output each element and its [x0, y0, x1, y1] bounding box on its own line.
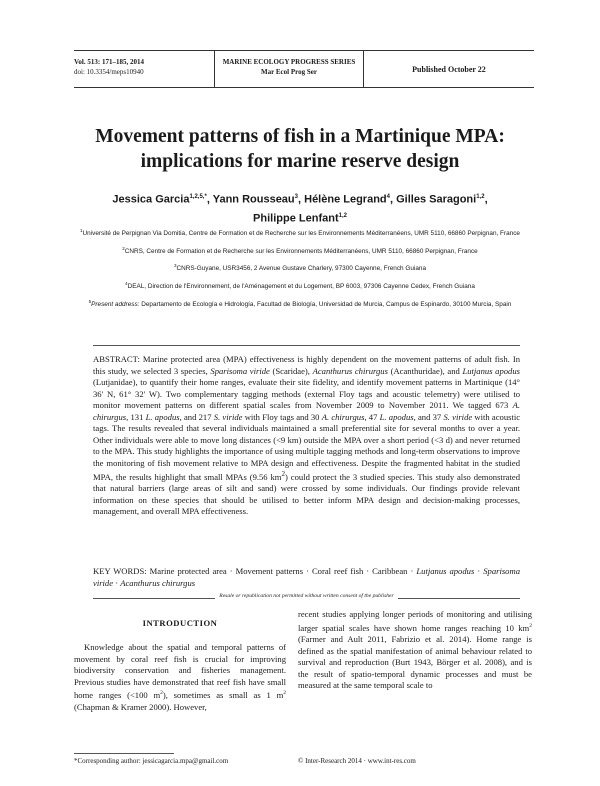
journal-abbrev: Mar Ecol Prog Ser: [261, 68, 317, 76]
affil-sup: 2: [122, 245, 125, 251]
species-name: L. apodus: [379, 411, 414, 422]
text-run: Knowledge about the spatial and temporal patterns of movement by coral reef fish is crucial for improving biodiversity conservation and fisheries management. Previous studies have demonstrated that reef fish have small home ranges (<100 m: [74, 642, 286, 701]
abstract: [93, 345, 520, 518]
text-run: ), sometimes as small as 1 m: [162, 690, 284, 701]
section-heading: INTRODUCTION: [142, 618, 218, 628]
text-run: (Chapman & Kramer 2000). However,: [74, 701, 207, 712]
affil-sup: 1: [80, 228, 83, 233]
affil-sup: 5: [88, 298, 92, 304]
affiliation-3: [66, 261, 534, 274]
abstract-text: [93, 354, 520, 518]
affil-text: Departamento de Ecología e Hidrología, Facultad de Biología, Universidad de Murcia, Campus de Espinardo, 30100 Murcia, Spain: [141, 300, 512, 308]
resale-text: Resale or republication not permitted without written consent of the publisher: [215, 593, 397, 599]
affiliation-5: [66, 297, 534, 310]
right-column: [298, 609, 532, 692]
species-name: Sparisoma viride: [93, 566, 520, 588]
superscript: 2: [283, 690, 286, 697]
author-name: Philippe Lenfant: [253, 212, 339, 225]
abstract-run: , 131: [126, 411, 144, 422]
citation-block: [74, 57, 214, 77]
affil-text: DEAL, Direction de l'Environnement, de l'Aménagement et du Logement, BP 6003, 97306 Cayenne Cedex, French Guiana: [127, 283, 475, 290]
intro-paragraph-2: [298, 609, 532, 692]
abstract-run: (Scaridae),: [272, 365, 310, 376]
abstract-run: (Acanthuridae), and: [390, 365, 460, 376]
author-name: Gilles Saragoni: [396, 193, 477, 206]
text-run: (Farmer and Ault 2011, Fabrizio et al. 2014). Home range is defined as the spatial manifestation of animal behaviour related to survival and reproduction (Burt 1943, Börger et al. 2008), and is the result of spatio-temporal dynamic processes and must be measured at the same temporal scale to: [298, 634, 532, 691]
title-line-2: implications for marine reserve design: [140, 151, 460, 172]
affil-text: Université de Perpignan Via Domitia, Centre de Formation et de Recherche sur les Environnements Méditerranéens, UMR 5110, 66860 Perpignan, France: [82, 230, 520, 238]
resale-notice: [93, 593, 520, 599]
superscript: 2: [529, 622, 532, 629]
text-run: recent studies applying longer periods of monitoring and utilising larger spatial scales have shown home ranges reaching 10 km: [298, 609, 532, 633]
title-line-1: Movement patterns of fish in a Martinique MPA:: [95, 126, 505, 147]
affiliation-4: [66, 279, 534, 292]
keywords-run: Marine protected area · Movement patterns · Coral reef fish · Caribbean ·: [149, 566, 414, 576]
abstract-run: , and 217: [179, 411, 212, 422]
journal-name-block: [214, 51, 364, 87]
abstract-run: with acoustic tags. The results revealed that several individuals maintained a small preferential site for several months to over a year. Other individuals were able to move long distances (<9 km) outside the MPA over a short period (<3 d) and never returned to the MPA. This study highlights the importance of using multiple tagging methods and long-term observations to improve the monitoring of fish movement relative to MPA design and effectiveness. Despite the fragmented habitat in the studied MPA, the results highlight that small MPAs (9.56 km: [93, 411, 521, 482]
keywords: [93, 566, 520, 589]
author-affil-sup: 4: [386, 194, 390, 200]
affiliation-2: [66, 244, 534, 257]
affil-label: Present address:: [91, 300, 140, 308]
keywords-run: ·: [477, 566, 481, 576]
author-affil-sup: 1,2: [476, 194, 485, 200]
author-name: Yann Rousseau: [212, 193, 295, 206]
abstract-run: , and 37: [413, 411, 442, 422]
intro-paragraph-1: [74, 642, 286, 713]
abstract-run: with Floy tags and 30: [244, 411, 320, 422]
species-name: A. chirurgus: [93, 400, 520, 422]
species-name: Acanthurus chirurgus: [312, 365, 388, 376]
journal-header: [74, 50, 534, 88]
author-list: Jessica Garcia$^{1,2,5,*}$, Yann Rousseau$^3$, Hélène Legrand$^4$, Gilles Saragoni$^{1,2}$, Philippe Lenfant$^{1,2}$: [112, 193, 488, 225]
author-name: Jessica Garcia: [112, 193, 190, 206]
volume-info: Vol. 513: 171–185, 2014: [74, 58, 144, 66]
left-column: [74, 618, 286, 713]
superscript: 2: [160, 690, 163, 697]
corresponding-author[interactable]: *Corresponding author: jessicagarcia.mpa@gmail.com: [74, 757, 229, 765]
abstract-run: Marine protected area (MPA) effectiveness is highly dependent on the movement patterns of adult fish. In this study, we selected 3 species,: [93, 354, 520, 376]
affiliation-1: [66, 226, 534, 239]
affil-sup: 4: [125, 280, 128, 286]
species-name: A. chirurgus: [321, 411, 365, 422]
footnote-rule: [74, 753, 174, 754]
affil-sup: 3: [173, 263, 177, 269]
published-date: Published October 22: [412, 64, 486, 74]
superscript: 2: [281, 470, 286, 478]
doi-link[interactable]: doi: 10.3354/meps10940: [74, 68, 144, 76]
copyright-notice: © Inter-Research 2014 · www.int-res.com: [298, 757, 416, 765]
keywords-run: ·: [115, 577, 119, 588]
species-name: Lutjanus apodus: [416, 566, 475, 576]
species-name: Lutjanus apodus: [462, 365, 521, 376]
affiliations: [66, 226, 534, 314]
author-affil-sup: 1,2,5,*: [189, 194, 207, 200]
species-name: S. viride: [213, 411, 243, 422]
species-name: Sparisoma viride: [210, 365, 270, 376]
author-affil-sup: 1,2: [338, 212, 347, 219]
article-title: [40, 124, 560, 174]
abstract-run: ) could protect the 3 studied species. This study also demonstrated that natural barriers (large areas of silt and sand) were crossed by some individuals. Our findings provide relevant information on these species that should be utilised to better inform MPA design and decision-making processes, management, and overall MPA effectiveness.: [93, 471, 520, 517]
abstract-run: , 47: [364, 411, 378, 422]
species-name: Acanthurus chirurgus: [120, 577, 196, 588]
author-affil-sup: 3: [294, 194, 298, 200]
abstract-run: (Lutjanidae), to quantify their home ranges, evaluate their site fidelity, and identify movement patterns in Martinique (14° 36' N, 61° 32' W). Two complementary tagging methods (external Floy tags and acoustic telemetry) were utilised to monitor movement patterns on different spatial scales from November 2009 to November 2011. We tagged 673: [93, 377, 520, 410]
keywords-label: KEY WORDS:: [93, 566, 147, 576]
species-name: S. viride: [443, 411, 473, 422]
author-name: Hélène Legrand: [304, 193, 387, 206]
affil-text: CNRS-Guyane, USR3456, 2 Avenue Gustave Charlery, 97300 Cayenne, French Guiana: [176, 265, 426, 273]
species-name: L. apodus: [145, 411, 180, 422]
journal-name: MARINE ECOLOGY PROGRESS SERIES: [222, 58, 356, 66]
abstract-label: ABSTRACT:: [93, 354, 140, 364]
affil-text: CNRS, Centre de Formation et de Recherche sur les Environnements Méditerranéens, UMR 5110, 66860 Perpignan, France: [124, 247, 478, 255]
